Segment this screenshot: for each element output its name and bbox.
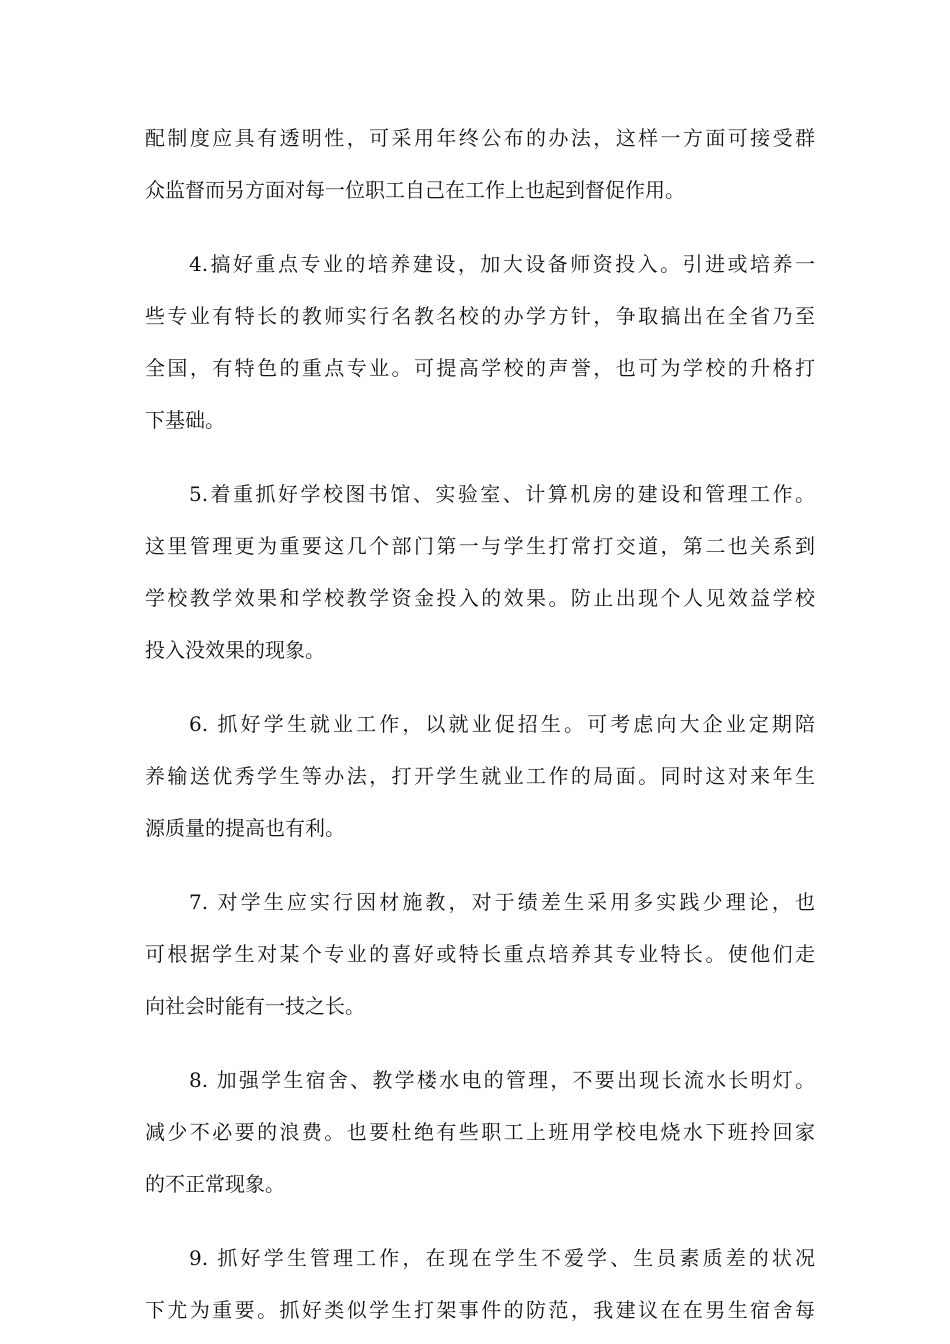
paragraph-line: 6. 抓好学生就业工作，以就业促招生。可考虑向大企业定期陪: [189, 712, 815, 736]
paragraph-line: 向社会时能有一技之长。: [145, 994, 365, 1018]
paragraph-line: 投入没效果的现象。: [145, 638, 325, 662]
paragraph-line: 源质量的提高也有利。: [145, 816, 345, 840]
paragraph-line: 这里管理更为重要这几个部门第一与学生打常打交道，第二也关系到: [145, 534, 815, 558]
paragraph-1: [145, 112, 815, 216]
paragraph-gap: [145, 216, 815, 238]
paragraph-line: 学校教学效果和学校教学资金投入的效果。防止出现个人见效益学校: [145, 586, 815, 610]
paragraph-line: 减少不必要的浪费。也要杜绝有些职工上班用学校电烧水下班拎回家: [145, 1120, 815, 1144]
paragraph-4: [145, 238, 815, 446]
document-body: [145, 112, 815, 1336]
paragraph-line: 下尤为重要。抓好类似学生打架事件的防范，我建议在在男生宿舍每: [145, 1298, 815, 1322]
paragraph-gap: [145, 1032, 815, 1054]
paragraph-gap: [145, 446, 815, 468]
paragraph-line: 养输送优秀学生等办法，打开学生就业工作的局面。同时这对来年生: [145, 764, 815, 788]
paragraph-line: 7. 对学生应实行因材施教，对于绩差生采用多实践少理论，也: [189, 890, 815, 914]
paragraph-line: 些专业有特长的教师实行名教名校的办学方针，争取搞出在全省乃至: [145, 304, 815, 328]
paragraph-9: [145, 1232, 815, 1336]
paragraph-gap: [145, 676, 815, 698]
paragraph-line: 可根据学生对某个专业的喜好或特长重点培养其专业特长。使他们走: [145, 942, 815, 966]
paragraph-line: 众监督而另方面对每一位职工自己在工作上也起到督促作用。: [145, 178, 685, 202]
paragraph-6: [145, 698, 815, 854]
paragraph-line: 9. 抓好学生管理工作，在现在学生不爱学、生员素质差的状况: [189, 1246, 815, 1270]
paragraph-line: 5.着重抓好学校图书馆、实验室、计算机房的建设和管理工作。: [189, 482, 815, 506]
paragraph-line: 全国，有特色的重点专业。可提高学校的声誉，也可为学校的升格打: [145, 356, 815, 380]
paragraph-8: [145, 1054, 815, 1210]
paragraph-line: 配制度应具有透明性，可采用年终公布的办法，这样一方面可接受群: [145, 126, 815, 150]
paragraph-gap: [145, 854, 815, 876]
paragraph-gap: [145, 1210, 815, 1232]
paragraph-line: 的不正常现象。: [145, 1172, 285, 1196]
paragraph-5: [145, 468, 815, 676]
paragraph-line: 8. 加强学生宿舍、教学楼水电的管理，不要出现长流水长明灯。: [189, 1068, 815, 1092]
paragraph-line: 4.搞好重点专业的培养建设，加大设备师资投入。引进或培养一: [189, 252, 815, 276]
paragraph-line: 下基础。: [145, 408, 225, 432]
paragraph-7: [145, 876, 815, 1032]
